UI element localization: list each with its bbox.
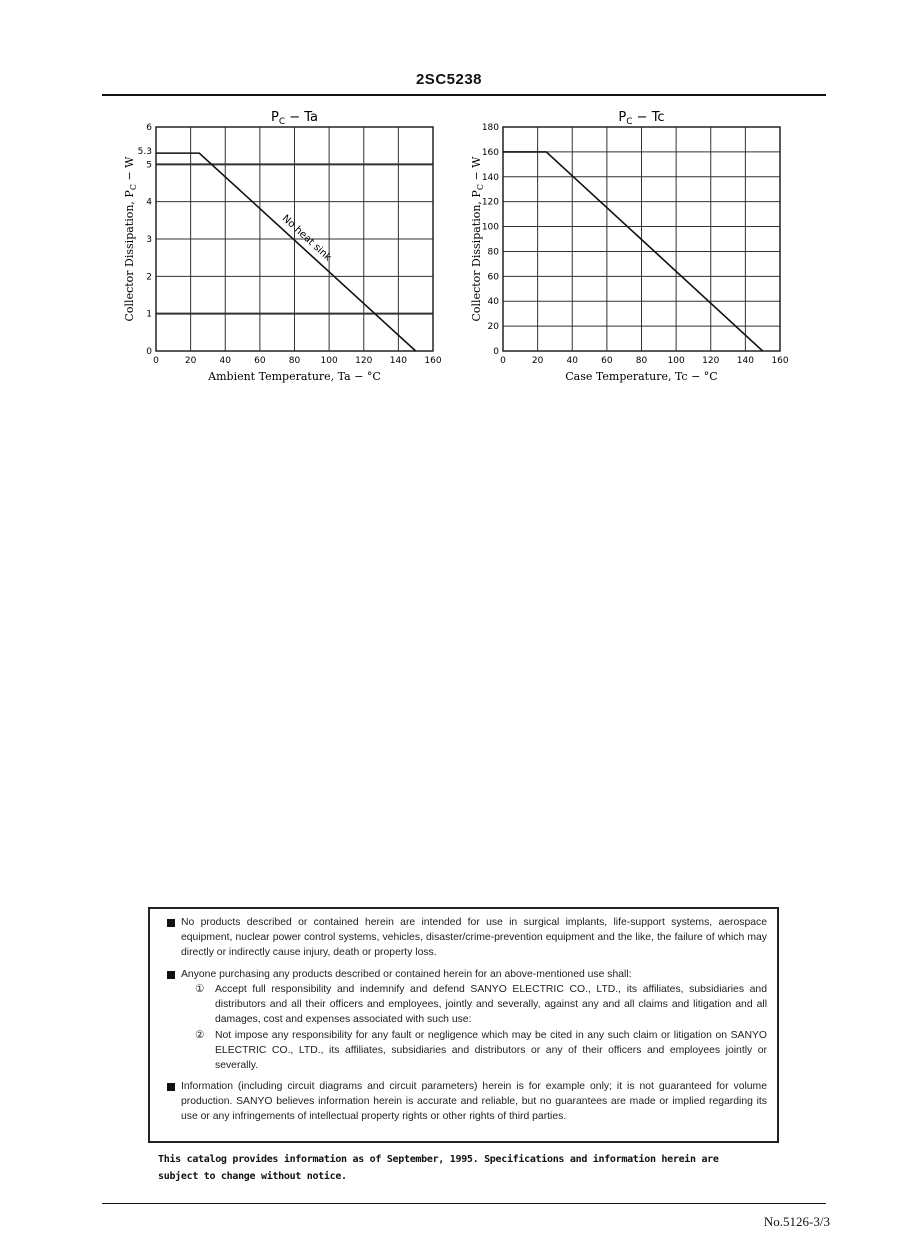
x-tick-label: 20 <box>184 356 197 366</box>
y-tick-label: 180 <box>481 123 499 133</box>
document-number: No.5126-3/3 <box>763 1214 830 1229</box>
notice-text: Accept full responsibility and indemnify and defend SANYO ELECTRIC CO., LTD., its affiliates, subsidiaries and distributors and all their officers and employees, jointly and severally, against any and all claims and litigation and all damages, cost and expenses associated with such use: <box>215 984 767 1026</box>
series-annotation: No heat sink <box>279 213 334 264</box>
y-tick-label: 2 <box>146 272 152 283</box>
catalog-note-line: This catalog provides information as of September, 1995. Specifications and information herein are <box>158 1154 719 1165</box>
circled-one-icon: ① <box>195 984 205 995</box>
x-tick-label: 140 <box>389 356 407 366</box>
x-tick-label: 40 <box>219 356 231 366</box>
y-tick-label: 120 <box>481 197 499 208</box>
y-tick-label: 0 <box>493 347 499 357</box>
notice-item-medical <box>181 915 767 961</box>
catalog-note-line: subject to change without notice. <box>158 1171 347 1182</box>
y-tick-label: 4 <box>146 197 152 208</box>
bullet-square-icon <box>167 919 175 927</box>
notice-subitem-2 <box>195 1028 767 1074</box>
x-tick-label: 100 <box>667 356 685 366</box>
y-tick-label: 160 <box>481 147 499 158</box>
y-axis-label: Collector Dissipation, $P_C - W$ <box>470 156 485 322</box>
footer-rule <box>102 1203 826 1204</box>
x-tick-label: 120 <box>702 356 720 366</box>
x-tick-label: 100 <box>320 356 338 366</box>
notice-item-information <box>181 1079 767 1125</box>
notice-text: Anyone purchasing any products described or contained herein for an above-mentioned use shall: <box>181 969 632 980</box>
x-tick-label: 60 <box>601 356 613 366</box>
x-tick-label: 80 <box>635 356 648 366</box>
x-axis-label: Ambient Temperature, Ta − °C <box>208 370 381 383</box>
chart-title: $P_C - Ta$ <box>270 110 319 127</box>
y-tick-label: 100 <box>481 222 499 233</box>
y-tick-label: 5 <box>146 160 152 171</box>
x-tick-label: 20 <box>531 356 544 366</box>
y-tick-label: 40 <box>487 297 499 308</box>
chart-svg <box>118 104 448 394</box>
x-tick-label: 80 <box>288 356 301 366</box>
x-tick-label: 160 <box>424 356 442 366</box>
chart-pc-tc <box>465 104 800 394</box>
y-tick-label: 20 <box>487 322 499 333</box>
notice-item-purchase <box>181 967 767 982</box>
catalog-note <box>158 1151 778 1185</box>
circled-two-icon: ② <box>195 1030 205 1041</box>
y-tick-label: 0 <box>146 347 152 357</box>
x-tick-label: 140 <box>736 356 754 366</box>
x-axis-label: Case Temperature, Tc − °C <box>565 370 718 383</box>
y-tick-label: 80 <box>487 247 499 258</box>
x-tick-label: 0 <box>500 356 506 366</box>
y-tick-label: 1 <box>146 309 152 320</box>
chart-title: $P_C - Tc$ <box>618 110 665 127</box>
y-tick-label: 5.3 <box>137 147 152 158</box>
notice-subitem-1 <box>195 982 767 1028</box>
series-line <box>156 153 416 351</box>
y-tick-label: 6 <box>146 123 152 133</box>
x-tick-label: 60 <box>254 356 266 366</box>
bullet-square-icon <box>167 971 175 979</box>
notice-text: No products described or contained herein are intended for use in surgical implants, life-support systems, aerospace equipment, nuclear power control systems, vehicles, disaster/crime-prevention equipment and the like, the failure of which may directly or indirectly cause injury, death or property loss. <box>181 917 767 959</box>
x-tick-label: 40 <box>566 356 578 366</box>
chart-pc-ta <box>118 104 448 394</box>
x-tick-label: 0 <box>153 356 159 366</box>
notice-text: Not impose any responsibility for any fault or negligence which may be cited in any such claim or litigation on SANYO ELECTRIC CO., LTD., its affiliates, subsidiaries and distributors or any of their officers and employees jointly or severally. <box>215 1030 767 1072</box>
notice-text: Information (including circuit diagrams and circuit parameters) herein is for example only; it is not guaranteed for volume production. SANYO believes information herein is accurate and reliable, but no guarantees are made or implied regarding its use or any infringements of intellectual property rights or other rights of third parties. <box>181 1081 767 1123</box>
legal-notice <box>148 907 779 1143</box>
y-tick-label: 3 <box>146 235 152 245</box>
y-tick-label: 140 <box>481 172 499 183</box>
x-tick-label: 160 <box>771 356 789 366</box>
chart-svg <box>465 104 800 394</box>
header-rule <box>102 94 826 96</box>
part-number: 2SC5238 <box>415 71 483 88</box>
y-tick-label: 60 <box>487 272 499 283</box>
x-tick-label: 120 <box>355 356 373 366</box>
y-axis-label: Collector Dissipation, $P_C - W$ <box>123 156 138 322</box>
bullet-square-icon <box>167 1083 175 1091</box>
